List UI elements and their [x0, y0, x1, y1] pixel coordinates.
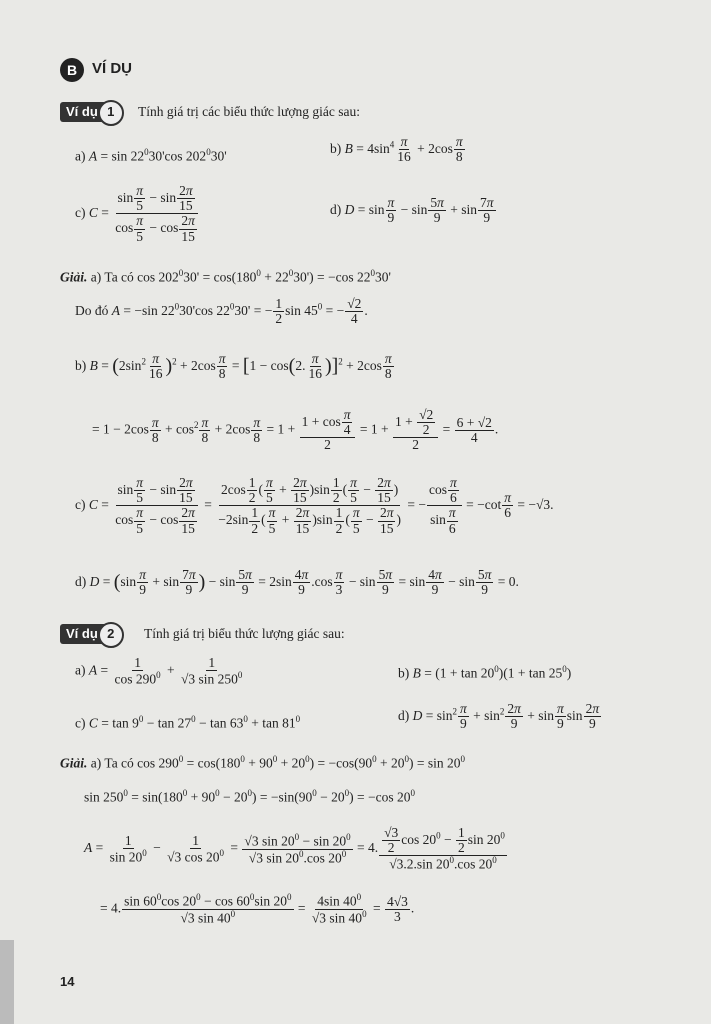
ex1-part-b: b) $B = 4\sin^4$ $\frac{\pi}{16}$ + 2cos $\frac{\pi}{8}$: [330, 134, 463, 165]
ex1-part-a: a) $A = \sin 22^030'\cos$ $202^030'$: [75, 147, 227, 164]
page-edge-decoration: [0, 940, 14, 1024]
ex1-solution-c: c) C = sin $\frac{\pi}{5}$ − sin $\frac{2\pi}{15}$ cos $\frac{\pi}{5}$ − cos $\frac{2\pi}{15}$ = 2cos $\frac{1}{2}$ ( $\frac{\pi}{5}$ + $\frac{2\pi}{15}$ )sin $\frac{1}{2}$ ( $\frac{\pi}{5}$ − $\frac{2\pi}{15}$ ) −2sin $\frac{1}{2}$ ( $\frac{\pi}{5}$ + $\frac{2\pi}{15}$ )sin $\frac{1}{2}$ ( $\frac{\pi}{5}$ − $\frac{2\pi}{15}$ ) = − cos $\frac{\pi}{6}$ sin $\frac{\pi}{6}$ = −cot $\frac{\pi}{6}$ = −√3.: [75, 475, 554, 536]
page-number: 14: [60, 974, 75, 989]
section-letter-badge: B: [60, 58, 84, 82]
ex1-solution-b1: b) $B = (2\sin^2$ $\frac{\pi}{16}$ )$^2$ + 2cos $\frac{\pi}{8}$ = [1 − cos(2. $\frac{\pi}{16}$ )]$^2$ + 2cos $\frac{\pi}{8}$: [75, 351, 392, 382]
example-1-label: Ví dụ: [66, 104, 98, 119]
ex1-solution-a1: Giải. a) Ta có $\cos 202^030' = \cos(180^0 + 22^030') = -\cos$ $22^030'$: [60, 268, 391, 285]
ex1-part-c: c) C = sin $\frac{\pi}{5}$ − sin $\frac{2\pi}{15}$ cos $\frac{\pi}{5}$ − cos $\frac{2\pi}{15}$: [75, 184, 201, 244]
ex1-solution-b2: = 1 − 2cos $\frac{\pi}{8}$ + $\cos^2$ $\frac{\pi}{8}$ + 2cos $\frac{\pi}{8}$ = 1 + 1 + cos $\frac{\pi}{4}$ 2 = 1 + 1 + $\frac{√2}{2}$ 2 = $\frac{6 + √2}{4}$ .: [92, 407, 499, 453]
example-2-number: 2: [98, 622, 124, 648]
ex1-solution-d: d) D = (sin $\frac{\pi}{9}$ + sin $\frac{7\pi}{9}$ ) − sin $\frac{5\pi}{9}$ = 2sin $\frac{4\pi}{9}$ .cos $\frac{\pi}{3}$ − sin $\frac{5\pi}{9}$ = sin $\frac{4\pi}{9}$ − sin $\frac{5\pi}{9}$ = 0.: [75, 567, 519, 598]
ex2-part-c: c) $C = \tan 9^0 - \tan 27^0 - \tan 63^0 + \tan 81^0$: [75, 714, 301, 731]
example-2-label: Ví dụ: [66, 626, 98, 641]
solution-label-2: Giải.: [60, 755, 88, 771]
section-title: VÍ DỤ: [92, 60, 133, 77]
ex2-solution-4: = 4. $\frac{\sin 60^0\cos 20^0 - \cos 60^0\sin 20^0}{√3 \sin 40^0}$ = $\frac{4\sin 40^0}{√3 \sin 40^0}$ = $\frac{4√3}{3}$ .: [100, 892, 415, 926]
example-2-prompt: Tính giá trị biểu thức lượng giác sau:: [144, 626, 345, 641]
ex1-solution-a2: Do đó A = −sin $22^030'\cos$ $22^030'$ = − $\frac{1}{2}$ $\sin 45^0$ = − $\frac{√2}{4}$ .: [75, 296, 368, 327]
solution-label-1: Giải.: [60, 269, 88, 285]
ex1-part-d: d) D = sin $\frac{\pi}{9}$ − sin $\frac{5\pi}{9}$ + sin $\frac{7\pi}{9}$: [330, 195, 494, 226]
ex2-part-d: d) $D = \sin^2$ $\frac{\pi}{9}$ + $\sin^2$ $\frac{2\pi}{9}$ + sin $\frac{\pi}{9}$ sin $\frac{2\pi}{9}$: [398, 701, 600, 732]
ex2-solution-2: $\sin 250^0 = \sin(180^0 + 90^0 - 20^0) = -\sin(90^0 - 20^0) = -\cos$ $20^0$: [84, 788, 415, 805]
example-1-number: 1: [98, 100, 124, 126]
ex2-solution-1: Giải. a) Ta có $\cos 290^0 = \cos(180^0 + 90^0 + 20^0) = -\cos(90^0 + 20^0) = \sin 20^0$: [60, 754, 465, 771]
example-1-badge: [60, 102, 120, 122]
ex2-solution-3: A = $\frac{1}{\sin 20^0}$ − $\frac{1}{√3 \cos 20^0}$ = $\frac{√3 \sin 20^0 - \sin 20^0}{√3 \sin 20^0.\cos 20^0}$ = 4. $\frac{√3}{2}$ $\cos 20^0$ − $\frac{1}{2}$ $\sin 20^0$ √3.2.sin $20^0.\cos$ $20^0$: [84, 825, 505, 872]
example-1-prompt: Tính giá trị các biểu thức lượng giác sau:: [138, 104, 360, 119]
example-2-badge: [60, 624, 120, 644]
ex2-part-b: b) $B = (1 + \tan 20^0)(1 + \tan 25^0)$: [398, 664, 572, 681]
ex2-part-a: a) A = $\frac{1}{\cos 290^0}$ + $\frac{1}{√3 \sin 250^0}$: [75, 655, 243, 687]
